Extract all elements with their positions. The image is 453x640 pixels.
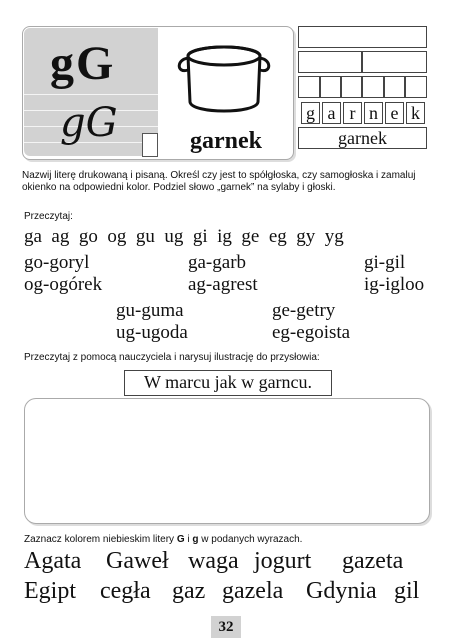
final-word: waga [188, 548, 239, 574]
word-item: ug-ugoda [116, 322, 188, 343]
syllable-box[interactable] [298, 26, 427, 48]
letter-cell: n [364, 102, 383, 124]
final-word: gaz [172, 578, 206, 604]
letter-cell: k [406, 102, 425, 124]
final-word: Agata [24, 548, 82, 574]
word-item: ag-agrest [188, 274, 258, 295]
final-word: Gdynia [306, 578, 377, 604]
syllable-box[interactable] [298, 51, 362, 73]
instruction-text: Nazwij literę drukowaną i pisaną. Określ czy jest to spółgłoska, czy samogłoska i zamaluj okienko na odpowiedni kolor. Podziel słowo „garnek” na sylaby i głoski. [22, 170, 416, 193]
sound-box[interactable] [320, 76, 341, 98]
syllable-box[interactable] [362, 51, 427, 73]
word-item: ge-getry [272, 300, 336, 321]
drawing-area[interactable] [24, 398, 430, 524]
word-item: og-ogórek [24, 274, 103, 295]
sound-box[interactable] [405, 76, 427, 98]
final-word: gazeta [342, 548, 404, 574]
letter-lower: g [192, 534, 199, 545]
final-word: gil [394, 578, 420, 604]
pot-icon [172, 40, 276, 120]
letter-cell: a [322, 102, 341, 124]
script-letters: gG [60, 100, 118, 146]
sound-box[interactable] [298, 76, 320, 98]
final-word: Egipt [24, 578, 76, 604]
sound-box[interactable] [384, 76, 405, 98]
read-label: Przeczytaj: [24, 211, 73, 222]
word-item: gu-guma [116, 300, 184, 321]
word-item: ig-igloo [364, 274, 425, 295]
proverb-instruction: Przeczytaj z pomocą nauczyciela i narysuj ilustrację do przysłowia: [24, 352, 320, 363]
final-word: Gaweł [106, 548, 169, 574]
word-item: gi-gil [364, 252, 406, 273]
guide-line [24, 94, 158, 95]
final-word: gazela [222, 578, 284, 604]
instruction-part: i [184, 534, 193, 545]
letter-upper: G [176, 534, 185, 545]
final-word: jogurt [254, 548, 312, 574]
instruction-part: w podanych wyrazach. [198, 534, 303, 545]
color-box[interactable] [142, 133, 158, 157]
printed-letters: gG [50, 37, 116, 90]
proverb-box: W marcu jak w garncu. [124, 370, 332, 396]
final-word: cegła [100, 578, 151, 604]
syllables-line: ga ag go og gu ug gi ig ge eg gy yg [24, 226, 344, 247]
page-number: 32 [211, 616, 241, 638]
word-box: garnek [298, 127, 427, 149]
instruction-part: Zaznacz kolorem niebieskim litery [24, 534, 177, 545]
word-item: eg-egoista [272, 322, 351, 343]
sound-box[interactable] [341, 76, 362, 98]
letter-cell: r [343, 102, 362, 124]
letter-cell: g [301, 102, 320, 124]
word-item: go-goryl [24, 252, 90, 273]
sound-box[interactable] [362, 76, 384, 98]
word-item: ga-garb [188, 252, 247, 273]
word-label: garnek [190, 128, 262, 154]
color-instruction [24, 534, 302, 545]
letter-cell: e [385, 102, 404, 124]
